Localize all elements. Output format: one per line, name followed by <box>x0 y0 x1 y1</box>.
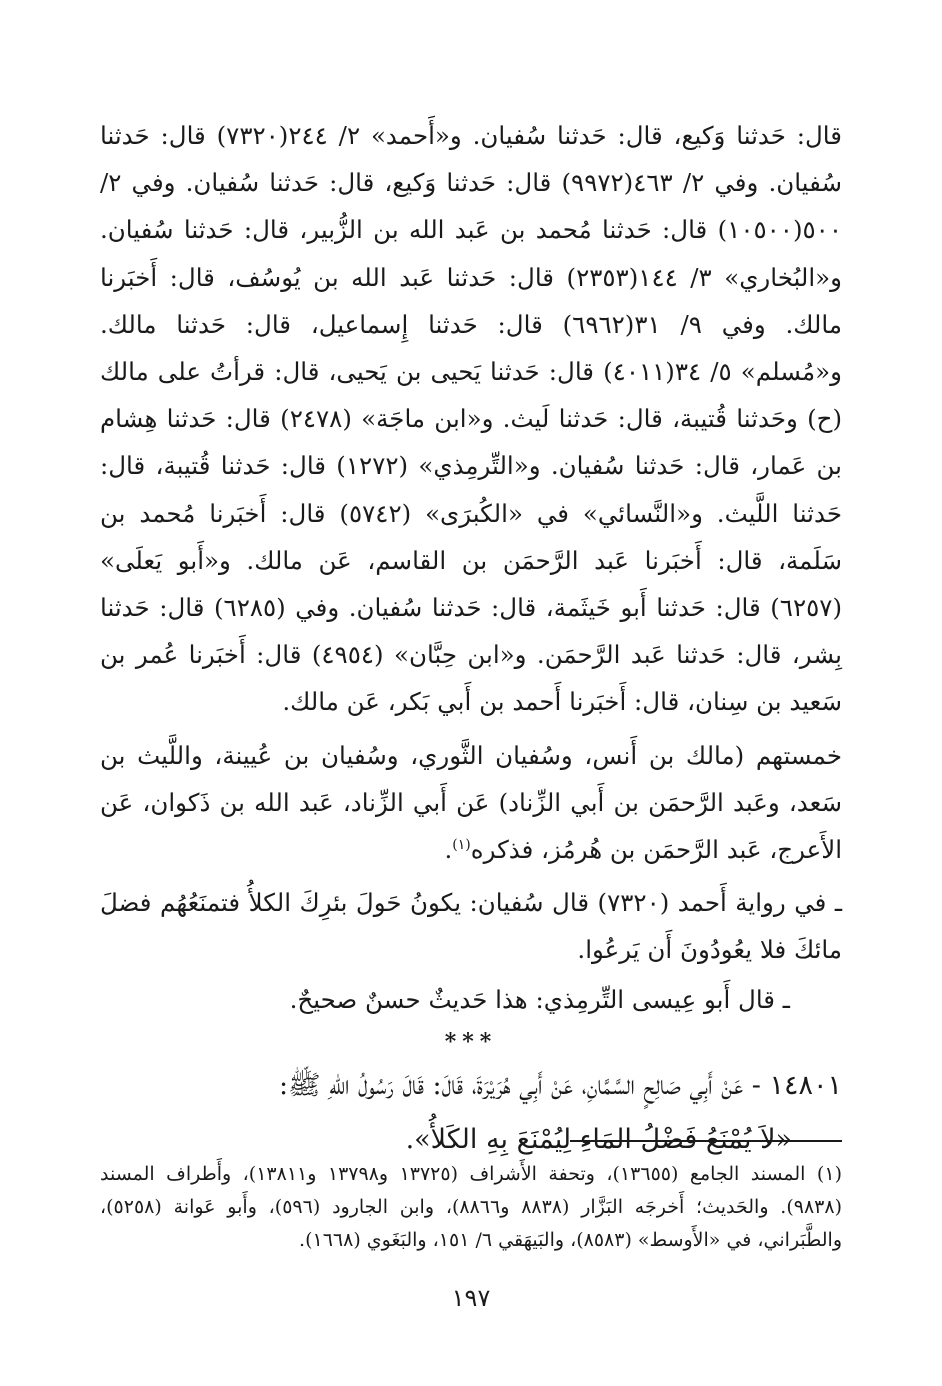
sentence-end: . <box>444 835 453 865</box>
section-separator: *** <box>444 1028 498 1055</box>
hadith-matn: «لاَ يُمْنَعُ فَضْلُ المَاءِ لِيُمْنَعَ بِهِ الكَلأُ». <box>405 1123 792 1155</box>
narrators-text: خمستهم (مالك بن أَنس، وسُفيان الثَّوري، وسُفيان بن عُيينة، واللَّيث بن سَعد، وعَبد الرَّحمَن بن أَبي الزِّناد) عَن أَبي الزِّناد، عَبد الله بن ذَكوان، عَن الأَعرج، عَبد الرَّحمَن بن هُرمُز، فذكره <box>100 740 842 865</box>
tirmidhi-grading-note: ـ قال أَبو عِيسى التِّرمِذي: هذا حَديثٌ حسنٌ صحيحٌ. <box>289 984 790 1014</box>
footnotes-section <box>100 1158 842 1257</box>
footnote-1: (١) المسند الجامع (١٣٦٥٥)، وتحفة الأَشراف (١٣٧٢٥ و١٣٧٩٨ و١٣٨١١)، وأَطراف المسند (٩٨٣٨). والحَديث؛ أَخرجَه البَزَّار (٨٨٣٨ و٨٨٦٦)، وابن الجارود (٥٩٦)، وأَبو عَوانة (٥٢٥٨)، والطَّبَراني، في «الأَوسط» (٨٥٨٣)، والبَيهَقي ٦/ ١٥١، والبَغَوي (١٦٦٨). <box>100 1163 842 1251</box>
hadith-heading: ١٤٨٠١ - عَنْ أَبِي صَالِحٍ السَّمَّانِ، عَنْ أَبِي هُرَيْرَةَ، قَالَ: قَالَ رَسُولُ اللهِ ﷺ: <box>278 1069 842 1101</box>
footnote-reference[interactable]: (١) <box>452 836 471 853</box>
narrators-paragraph <box>100 732 842 874</box>
ahmad-narration-note: ـ في رواية أَحمد (٧٣٢٠) قال سُفيان: يكونُ حَولَ بئرِكَ الكلأُ فتمنَعُهُم فضلَ مائكَ فلا يعُودُونَ أَن يَرعُوا. <box>100 888 842 965</box>
main-text <box>100 112 842 1167</box>
takhrij-paragraph: قال: حَدثنا وَكيع، قال: حَدثنا سُفيان. و«أَحمد» ٢/ ٢٤٤(٧٣٢٠) قال: حَدثنا سُفيان. وفي ٢/ ٤٦٣(٩٩٧٢) قال: حَدثنا وَكيع، قال: حَدثنا سُفيان. وفي ٢/ ٥٠٠(١٠٥٠٠) قال: حَدثنا مُحمد بن عَبد الله بن الزُّبير، قال: حَدثنا سُفيان. و«البُخاري» ٣/ ١٤٤(٢٣٥٣) قال: حَدثنا عَبد الله بن يُوسُف، قال: أَخبَرنا مالك. وفي ٩/ ٣١(٦٩٦٢) قال: حَدثنا إِسماعيل، قال: حَدثنا مالك. و«مُسلم» ٥/ ٣٤(٤٠١١) قال: حَدثنا يَحيى بن يَحيى، قال: قرأتُ على مالك (ح) وحَدثنا قُتيبة، قال: حَدثنا لَيث. و«ابن ماجَة» (٢٤٧٨) قال: حَدثنا هِشام بن عَمار، قال: حَدثنا سُفيان. و«التِّرمِذي» (١٢٧٢) قال: حَدثنا قُتيبة، قال: حَدثنا اللَّيث. و«النَّسائي» في «الكُبرَى» (٥٧٤٢) قال: أَخبَرنا مُحمد بن سَلَمة، قال: أَخبَرنا عَبد الرَّحمَن بن القاسم، عَن مالك. و«أَبو يَعلَى» (٦٢٥٧) قال: حَدثنا أَبو خَيثَمة، قال: حَدثنا سُفيان. وفي (٦٢٨٥) قال: حَدثنا بِشر، قال: حَدثنا عَبد الرَّحمَن. و«ابن حِبَّان» (٤٩٥٤) قال: أَخبَرنا عُمر بن سَعيد بن سِنان، قال: أَخبَرنا أَحمد بن أَبي بَكر، عَن مالك. <box>100 121 843 717</box>
page-number: ١٩٧ <box>451 1284 491 1312</box>
footnote-divider <box>570 1140 842 1142</box>
